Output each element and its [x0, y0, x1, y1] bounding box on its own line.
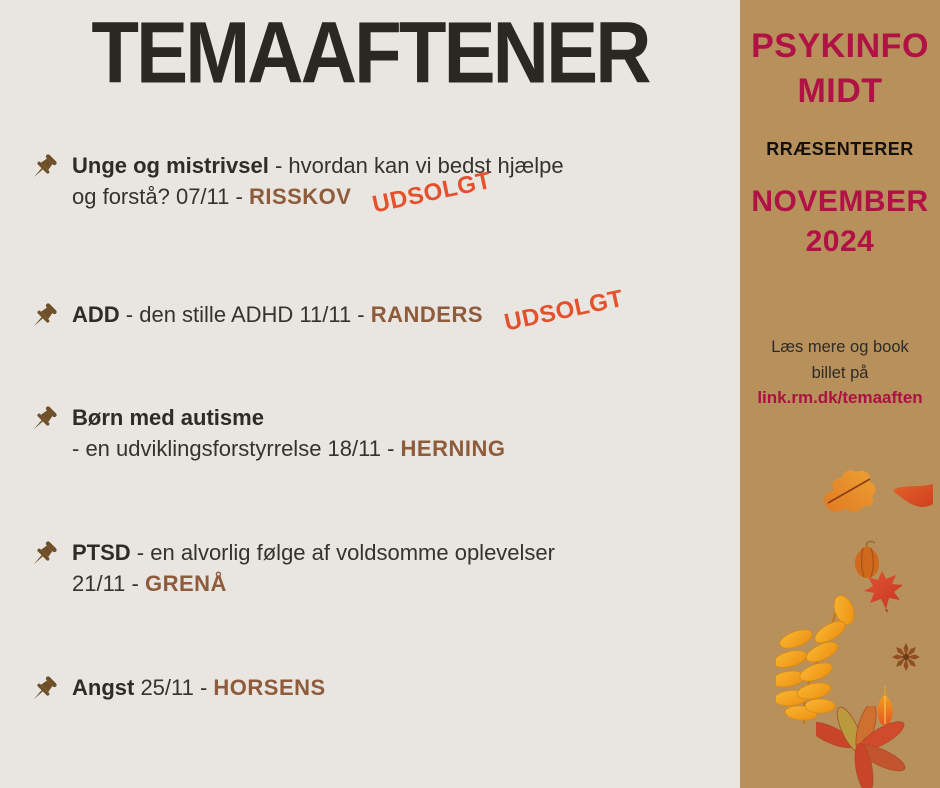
event-date: 21/11 -: [72, 571, 145, 596]
event-text: [72, 537, 555, 599]
event-item-add: [28, 284, 718, 337]
pushpin-icon: [28, 150, 72, 188]
presents-label: RRÆSENTERER: [766, 139, 914, 159]
event-item-angst: [28, 672, 718, 710]
brand-title: [740, 24, 940, 114]
oak-leaf-icon: [820, 466, 880, 516]
cta-line2: billet på: [811, 364, 869, 382]
event-description: - den stille ADHD 11/11 -: [119, 302, 371, 327]
event-name: Børn med autisme: [72, 405, 264, 430]
event-name: Angst: [72, 675, 135, 700]
torn-leaf-icon: [891, 482, 935, 512]
creeper-leaf-icon: [816, 706, 914, 788]
sold-out-badge: UDSOLGT: [370, 166, 495, 219]
pushpin-icon: [28, 537, 72, 575]
event-description: - en alvorlig følge af voldsomme oplevelser: [130, 540, 555, 565]
cta-text: [740, 334, 940, 386]
event-description: - hvordan kan vi bedst hjælpe: [268, 153, 564, 178]
month-title: [740, 182, 940, 262]
event-date: 25/11 -: [134, 675, 214, 700]
sidebar: [740, 0, 940, 788]
event-text: [72, 672, 326, 703]
month-line1: NOVEMBER: [751, 185, 929, 218]
event-location: HERNING: [400, 436, 506, 461]
brand-line2: MIDT: [797, 72, 883, 110]
event-name: ADD: [72, 302, 120, 327]
brand-line1: PSYKINFO: [751, 27, 929, 65]
event-item-unge-og-mistrivsel: [28, 150, 718, 219]
pushpin-icon: [28, 672, 72, 710]
page-title: TEMAAFTENER: [91, 5, 649, 102]
event-date: og forstå? 07/11 -: [72, 184, 249, 209]
month-line2: 2024: [805, 225, 875, 258]
event-item-boern-med-autisme: [28, 402, 718, 464]
sold-out-badge: UDSOLGT: [502, 284, 626, 337]
event-text: [72, 284, 626, 337]
booking-link[interactable]: link.rm.dk/temaaften: [757, 388, 923, 407]
event-text: [72, 150, 564, 219]
cta-line1: Læs mere og book: [771, 338, 909, 356]
star-anise-icon: [891, 643, 921, 671]
event-text: [72, 402, 505, 464]
event-description: - en udviklingsforstyrrelse 18/11 -: [72, 436, 401, 461]
event-item-ptsd: [28, 537, 718, 599]
event-location: HORSENS: [213, 675, 326, 700]
pushpin-icon: [28, 402, 72, 440]
event-location: GRENÅ: [144, 571, 227, 596]
pushpin-icon: [28, 299, 72, 337]
event-name: PTSD: [72, 540, 131, 565]
event-name: Unge og mistrivsel: [72, 153, 269, 178]
event-location: RISSKOV: [248, 184, 352, 209]
event-location: RANDERS: [370, 302, 484, 327]
